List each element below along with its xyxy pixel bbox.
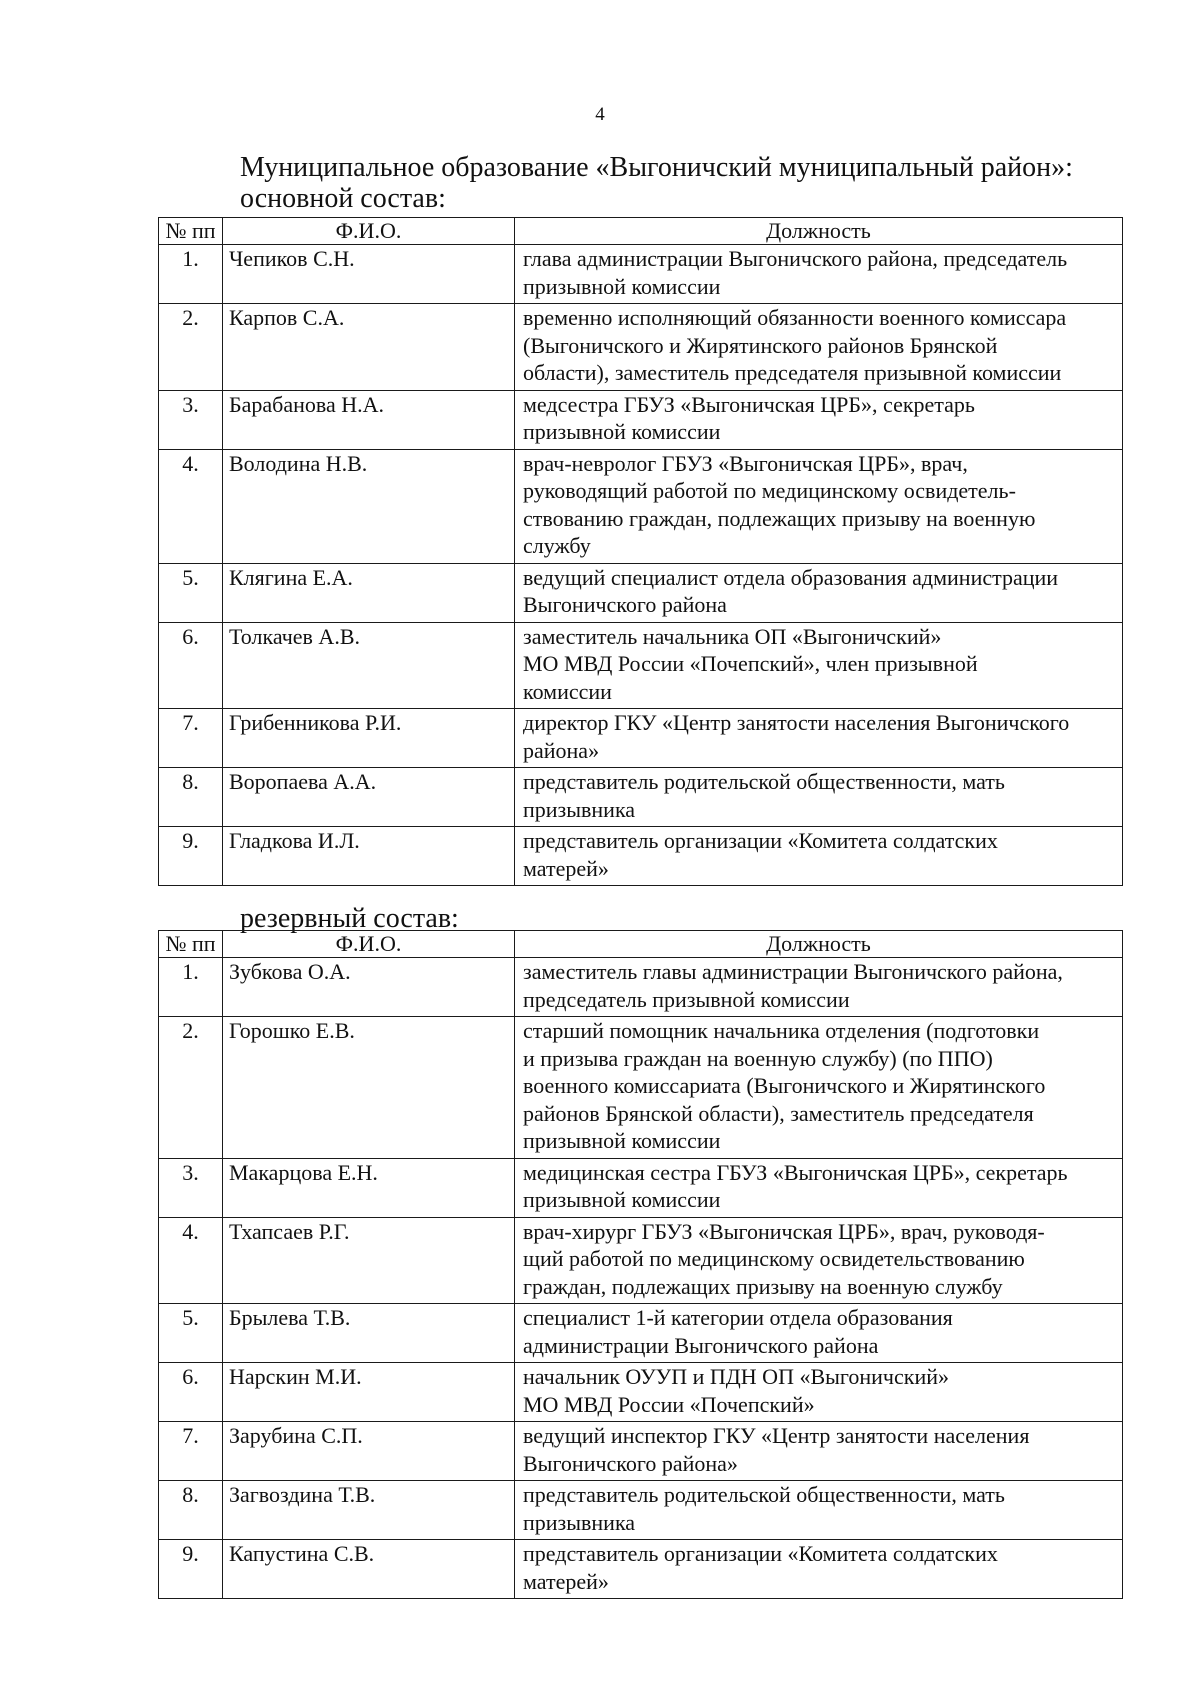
column-header-name: Ф.И.О.: [223, 931, 515, 958]
member-position: [515, 768, 1123, 827]
position-line: представитель организации «Комитета солдатских: [523, 828, 998, 853]
position-line: врач-хирург ГБУЗ «Выгоничская ЦРБ», врач, руководя-: [523, 1218, 1045, 1244]
position-line: матерей»: [523, 855, 609, 881]
position-line: представитель родительской общественности, мать: [523, 1482, 1005, 1507]
row-number: 6.: [159, 1363, 223, 1422]
table-header-row: [159, 931, 1123, 958]
position-line: заместитель главы администрации Выгоничского района,: [523, 959, 1063, 984]
position-line: медицинская сестра ГБУЗ «Выгоничская ЦРБ», секретарь: [523, 1159, 1068, 1185]
member-position: [515, 827, 1123, 886]
row-number: 3.: [159, 1158, 223, 1217]
position-line: представитель организации «Комитета солдатских: [523, 1541, 998, 1566]
table-row: [159, 304, 1123, 391]
row-number: 2.: [159, 304, 223, 391]
row-number: 1.: [159, 245, 223, 304]
table-row: [159, 1481, 1123, 1540]
position-line: щий работой по медицинскому освидетельствованию: [523, 1246, 1025, 1271]
row-number: 6.: [159, 622, 223, 709]
member-position: [515, 622, 1123, 709]
member-name: Капустина С.В.: [223, 1540, 515, 1599]
position-line: и призыва граждан на военную службу) (по ППО): [523, 1045, 993, 1071]
row-number: 4.: [159, 1217, 223, 1304]
position-line: представитель родительской общественности, мать: [523, 769, 1005, 794]
table-row: [159, 1540, 1123, 1599]
member-position: [515, 245, 1123, 304]
member-position: [515, 563, 1123, 622]
document-heading: [240, 152, 1073, 214]
position-line: председатель призывной комиссии: [523, 986, 850, 1012]
member-name: Карпов С.А.: [223, 304, 515, 391]
position-line: призывника: [523, 796, 636, 822]
position-line: призывной комиссии: [523, 273, 721, 299]
table-row: [159, 390, 1123, 449]
position-line: ведущий инспектор ГКУ «Центр занятости населения: [523, 1423, 1030, 1448]
main-composition-table: [158, 217, 1123, 886]
table-row: [159, 827, 1123, 886]
position-line: Выгоничского района: [523, 592, 727, 617]
position-line: района»: [523, 737, 600, 763]
member-name: Тхапсаев Р.Г.: [223, 1217, 515, 1304]
position-line: призывника: [523, 1509, 636, 1535]
row-number: 8.: [159, 768, 223, 827]
table-row: [159, 709, 1123, 768]
member-position: [515, 1304, 1123, 1363]
row-number: 7.: [159, 1422, 223, 1481]
table-row: [159, 563, 1123, 622]
member-position: [515, 1540, 1123, 1599]
position-line: начальник ОУУП и ПДН ОП «Выгоничский»: [523, 1364, 949, 1389]
row-number: 9.: [159, 1540, 223, 1599]
reserve-table-body: [159, 958, 1123, 1599]
column-header-name: Ф.И.О.: [223, 218, 515, 245]
member-position: [515, 958, 1123, 1017]
member-name: Чепиков С.Н.: [223, 245, 515, 304]
member-name: Зубкова О.А.: [223, 958, 515, 1017]
position-line: ствованию граждан, подлежащих призыву на военную: [523, 505, 1036, 531]
reserve-section-label: резервный состав:: [240, 903, 459, 934]
position-line: призывной комиссии: [523, 1187, 721, 1212]
member-position: [515, 1422, 1123, 1481]
position-line: медсестра ГБУЗ «Выгоничская ЦРБ», секретарь: [523, 391, 975, 417]
position-line: МО МВД России «Почепский», член призывной: [523, 651, 978, 676]
member-name: Нарскин М.И.: [223, 1363, 515, 1422]
heading-title: Муниципальное образование «Выгоничский муниципальный район»:: [240, 152, 1073, 183]
position-line: МО МВД России «Почепский»: [523, 1391, 815, 1417]
member-name: Воропаева А.А.: [223, 768, 515, 827]
heading-subtitle: основной состав:: [240, 183, 446, 214]
position-line: специалист 1-й категории отдела образования: [523, 1305, 953, 1330]
row-number: 8.: [159, 1481, 223, 1540]
position-line: заместитель начальника ОП «Выгоничский»: [523, 623, 942, 649]
table-row: [159, 449, 1123, 563]
row-number: 7.: [159, 709, 223, 768]
member-name: Брылева Т.В.: [223, 1304, 515, 1363]
position-line: военного комиссариата (Выгоничского и Жирятинского: [523, 1073, 1046, 1098]
row-number: 9.: [159, 827, 223, 886]
column-header-number: № пп: [159, 931, 223, 958]
member-name: Гладкова И.Л.: [223, 827, 515, 886]
table-row: [159, 768, 1123, 827]
table-row: [159, 1422, 1123, 1481]
position-line: директор ГКУ «Центр занятости населения Выгоничского: [523, 710, 1070, 735]
position-line: глава администрации Выгоничского района, председатель: [523, 246, 1068, 271]
position-line: области), заместитель председателя призывной комиссии: [523, 360, 1062, 385]
position-line: администрации Выгоничского района: [523, 1332, 879, 1358]
position-line: граждан, подлежащих призыву на военную службу: [523, 1273, 1003, 1299]
table-row: [159, 1217, 1123, 1304]
row-number: 3.: [159, 390, 223, 449]
member-name: Зарубина С.П.: [223, 1422, 515, 1481]
row-number: 5.: [159, 563, 223, 622]
table-row: [159, 958, 1123, 1017]
page-number: 4: [595, 104, 605, 125]
member-name: Горошко Е.В.: [223, 1017, 515, 1159]
table-row: [159, 1158, 1123, 1217]
table-row: [159, 1363, 1123, 1422]
member-position: [515, 304, 1123, 391]
table-row: [159, 622, 1123, 709]
member-name: Загвоздина Т.В.: [223, 1481, 515, 1540]
position-line: Выгоничского района»: [523, 1450, 738, 1476]
table-row: [159, 1017, 1123, 1159]
row-number: 5.: [159, 1304, 223, 1363]
main-table-body: [159, 245, 1123, 886]
member-name: Володина Н.В.: [223, 449, 515, 563]
position-line: временно исполняющий обязанности военного комиссара: [523, 305, 1067, 330]
member-position: [515, 1217, 1123, 1304]
reserve-composition-table: [158, 930, 1123, 1599]
position-line: районов Брянской области), заместитель председателя: [523, 1100, 1034, 1126]
position-line: ведущий специалист отдела образования администрации: [523, 564, 1059, 590]
member-name: Толкачев А.В.: [223, 622, 515, 709]
member-name: Клягина Е.А.: [223, 563, 515, 622]
position-line: комиссии: [523, 678, 612, 704]
position-line: службу: [523, 533, 591, 558]
member-position: [515, 1017, 1123, 1159]
member-position: [515, 1363, 1123, 1422]
member-name: Грибенникова Р.И.: [223, 709, 515, 768]
member-position: [515, 1481, 1123, 1540]
table-row: [159, 245, 1123, 304]
position-line: призывной комиссии: [523, 1128, 721, 1153]
table-header-row: [159, 218, 1123, 245]
position-line: врач-невролог ГБУЗ «Выгоничская ЦРБ», врач,: [523, 450, 968, 476]
member-position: [515, 449, 1123, 563]
column-header-position: Должность: [515, 218, 1123, 245]
member-position: [515, 390, 1123, 449]
member-position: [515, 1158, 1123, 1217]
position-line: (Выгоничского и Жирятинского районов Брянской: [523, 332, 998, 358]
position-line: старший помощник начальника отделения (подготовки: [523, 1018, 1040, 1043]
row-number: 1.: [159, 958, 223, 1017]
column-header-position: Должность: [515, 931, 1123, 958]
position-line: руководящий работой по медицинскому освидетель-: [523, 478, 1016, 503]
column-header-number: № пп: [159, 218, 223, 245]
row-number: 2.: [159, 1017, 223, 1159]
position-line: призывной комиссии: [523, 419, 721, 444]
member-position: [515, 709, 1123, 768]
member-name: Барабанова Н.А.: [223, 390, 515, 449]
row-number: 4.: [159, 449, 223, 563]
table-row: [159, 1304, 1123, 1363]
position-line: матерей»: [523, 1568, 609, 1594]
member-name: Макарцова Е.Н.: [223, 1158, 515, 1217]
